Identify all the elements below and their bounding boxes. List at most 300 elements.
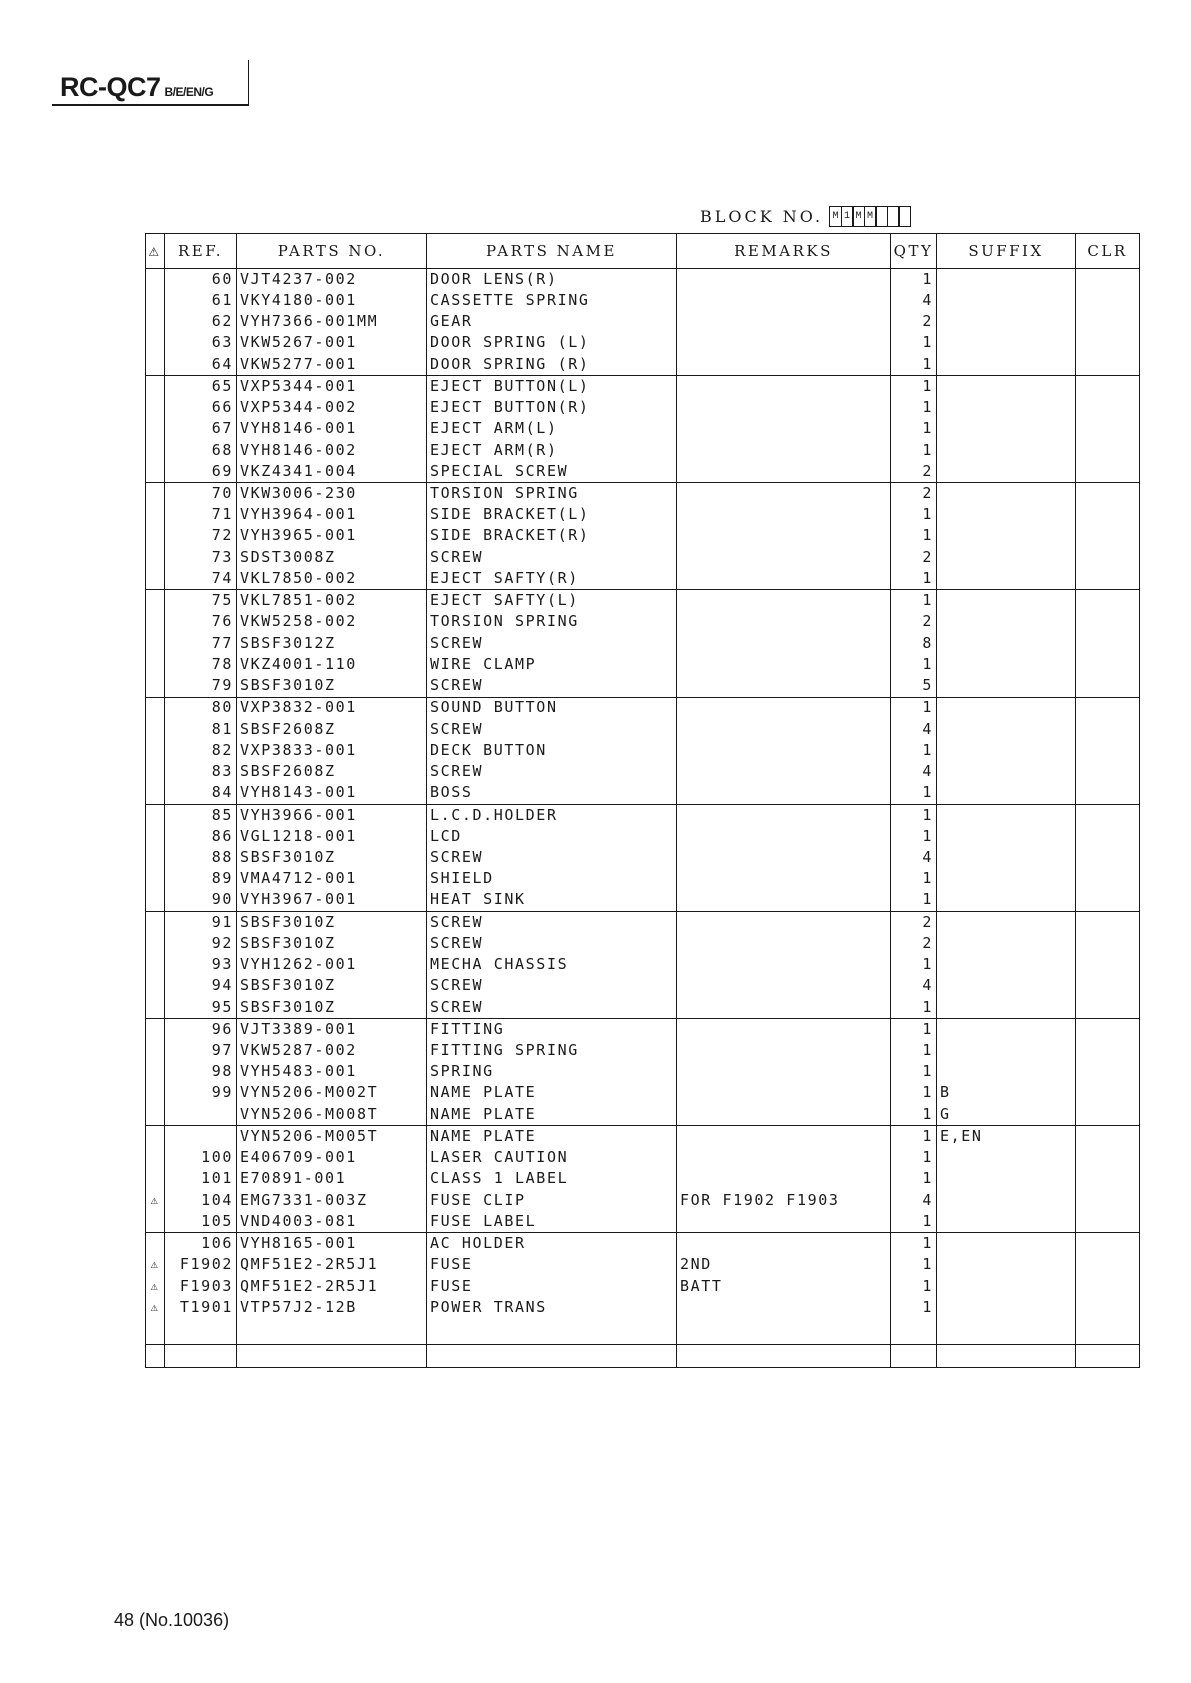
table-row [146,526,1140,547]
cell-qty: 1 [891,1104,937,1126]
cell-remarks [677,505,891,526]
cell-ref: 85 [165,804,237,826]
cell-clr [1076,654,1140,675]
cell-mark [146,1233,165,1255]
cell-remarks [677,354,891,376]
cell-part-name: DOOR SPRING (L) [427,333,677,354]
cell-ref: 100 [165,1148,237,1169]
cell-part-no: SBSF3010Z [237,976,427,997]
cell-part-no: VKW5258-002 [237,612,427,633]
cell-part-no: VKL7850-002 [237,568,427,590]
cell-ref: 70 [165,483,237,505]
cell-remarks [677,1040,891,1061]
cell-part-no: E406709-001 [237,1148,427,1169]
cell-mark [146,1083,165,1104]
cell-part-no: SBSF3010Z [237,847,427,868]
cell-part-name: WIRE CLAMP [427,654,677,675]
cell-part-no: VYH3966-001 [237,804,427,826]
empty-row [146,1318,1140,1344]
cell-mark [146,697,165,719]
cell-qty: 4 [891,847,937,868]
cell-ref: 74 [165,568,237,590]
cell-mark [146,333,165,354]
table-header [146,234,1140,269]
cell-qty: 2 [891,612,937,633]
cell-mark [146,376,165,398]
cell-ref: 75 [165,590,237,612]
cell-remarks [677,890,891,912]
cell-remarks [677,397,891,418]
cell-ref: 64 [165,354,237,376]
cell-clr [1076,1040,1140,1061]
cell-part-no: VYH1262-001 [237,954,427,975]
table-row [146,1062,1140,1083]
empty-cell [677,1318,891,1344]
cell-qty: 1 [891,1297,937,1318]
cell-mark [146,654,165,675]
warning-icon: ⚠ [148,245,162,259]
cell-remarks: 2ND [677,1255,891,1276]
cell-part-no: SDST3008Z [237,547,427,568]
cell-mark: ⚠ [146,1297,165,1318]
cell-part-name: SIDE BRACKET(R) [427,526,677,547]
cell-clr [1076,1169,1140,1190]
cell-qty: 1 [891,505,937,526]
cell-qty: 1 [891,354,937,376]
cell-remarks [677,933,891,954]
block-number [700,206,910,227]
table-row [146,1126,1140,1148]
cell-part-name: EJECT SAFTY(R) [427,568,677,590]
table-row [146,1297,1140,1318]
cell-remarks [677,1019,891,1041]
cell-qty: 1 [891,804,937,826]
cell-mark [146,1148,165,1169]
cell-suffix [937,590,1076,612]
cell-suffix [937,397,1076,418]
cell-clr [1076,761,1140,782]
cell-qty: 1 [891,654,937,675]
cell-remarks [677,783,891,805]
block-box: M [852,206,865,227]
cell-part-no: SBSF2608Z [237,719,427,740]
cell-mark [146,933,165,954]
table-row [146,911,1140,933]
cell-mark [146,311,165,332]
cell-qty: 1 [891,740,937,761]
cell-mark [146,719,165,740]
cell-part-no: QMF51E2-2R5J1 [237,1276,427,1297]
cell-clr [1076,675,1140,697]
cell-ref: 63 [165,333,237,354]
cell-mark [146,505,165,526]
cell-clr [1076,633,1140,654]
table-row [146,954,1140,975]
table-row [146,1040,1140,1061]
table-row [146,1083,1140,1104]
cell-mark [146,997,165,1019]
cell-suffix [937,376,1076,398]
cell-part-name: CASSETTE SPRING [427,290,677,311]
cell-clr [1076,1104,1140,1126]
model-name: RC-QC7 [60,72,161,102]
cell-qty: 1 [891,826,937,847]
table-row [146,654,1140,675]
cell-part-name: SIDE BRACKET(L) [427,505,677,526]
cell-suffix [937,761,1076,782]
cell-part-name: GEAR [427,311,677,332]
parts-body [146,269,1140,1368]
cell-suffix [937,976,1076,997]
cell-part-no: VKY4180-001 [237,290,427,311]
cell-ref: 92 [165,933,237,954]
cell-mark [146,633,165,654]
cell-part-name: SHIELD [427,868,677,889]
cell-mark [146,354,165,376]
title-divider [248,60,249,106]
cell-suffix [937,461,1076,483]
parts-list-table [145,233,1140,1368]
cell-remarks: FOR F1902 F1903 [677,1190,891,1211]
cell-remarks [677,612,891,633]
cell-part-no: SBSF3012Z [237,633,427,654]
cell-ref: 99 [165,1083,237,1104]
cell-part-name: NAME PLATE [427,1104,677,1126]
cell-qty: 1 [891,1126,937,1148]
cell-ref: 96 [165,1019,237,1041]
cell-part-name: DOOR SPRING (R) [427,354,677,376]
empty-cell [427,1318,677,1344]
table-row [146,461,1140,483]
cell-remarks [677,376,891,398]
table-row [146,354,1140,376]
cell-suffix [937,311,1076,332]
cell-clr [1076,290,1140,311]
cell-part-name: FITTING [427,1019,677,1041]
cell-mark [146,1104,165,1126]
cell-part-name: SCREW [427,675,677,697]
cell-remarks [677,1169,891,1190]
table-row [146,419,1140,440]
cell-ref: T1901 [165,1297,237,1318]
col-mark-header [146,234,165,269]
cell-suffix [937,1190,1076,1211]
cell-remarks [677,483,891,505]
cell-qty: 2 [891,547,937,568]
cell-remarks: BATT [677,1276,891,1297]
cell-qty: 2 [891,461,937,483]
col-clr-header: CLR [1076,234,1140,269]
col-suffix-header: SUFFIX [937,234,1076,269]
cell-suffix [937,419,1076,440]
cell-part-name: EJECT SAFTY(L) [427,590,677,612]
cell-ref: 95 [165,997,237,1019]
cell-remarks [677,997,891,1019]
cell-ref: 66 [165,397,237,418]
cell-remarks [677,976,891,997]
cell-remarks [677,868,891,889]
cell-suffix [937,1233,1076,1255]
cell-clr [1076,269,1140,291]
cell-part-no: VKW5287-002 [237,1040,427,1061]
cell-part-no: VYH8165-001 [237,1233,427,1255]
cell-part-no: VKZ4001-110 [237,654,427,675]
table-row [146,397,1140,418]
cell-qty: 1 [891,868,937,889]
cell-part-no: VKW5277-001 [237,354,427,376]
cell-remarks [677,761,891,782]
cell-part-name: BOSS [427,783,677,805]
cell-part-no: SBSF2608Z [237,761,427,782]
cell-qty: 4 [891,1190,937,1211]
cell-part-no: SBSF3010Z [237,933,427,954]
cell-part-no: VYH8143-001 [237,783,427,805]
cell-ref: 60 [165,269,237,291]
cell-suffix [937,675,1076,697]
cell-clr [1076,612,1140,633]
table-row [146,311,1140,332]
cell-ref: F1903 [165,1276,237,1297]
cell-qty: 4 [891,719,937,740]
cell-clr [1076,1297,1140,1318]
cell-suffix [937,354,1076,376]
cell-mark [146,1211,165,1233]
cell-clr [1076,333,1140,354]
empty-cell [937,1345,1076,1368]
table-row [146,633,1140,654]
cell-mark [146,419,165,440]
cell-clr [1076,1211,1140,1233]
cell-qty: 1 [891,1255,937,1276]
cell-part-name: FUSE [427,1255,677,1276]
block-box [898,206,911,227]
cell-part-name: FUSE [427,1276,677,1297]
empty-cell [1076,1318,1140,1344]
cell-part-no: VYN5206-M002T [237,1083,427,1104]
table-row [146,1276,1140,1297]
cell-suffix [937,868,1076,889]
cell-suffix [937,1297,1076,1318]
cell-part-no: VKL7851-002 [237,590,427,612]
table-row [146,1104,1140,1126]
cell-part-name: EJECT BUTTON(R) [427,397,677,418]
cell-suffix [937,1062,1076,1083]
col-qty-header: QTY [891,234,937,269]
cell-qty: 1 [891,1148,937,1169]
cell-qty: 1 [891,1083,937,1104]
cell-part-no: VXP3832-001 [237,697,427,719]
cell-part-name: EJECT ARM(L) [427,419,677,440]
cell-mark [146,740,165,761]
cell-part-no: QMF51E2-2R5J1 [237,1255,427,1276]
cell-clr [1076,526,1140,547]
cell-mark [146,612,165,633]
cell-suffix [937,1255,1076,1276]
table-row [146,590,1140,612]
cell-mark: ⚠ [146,1276,165,1297]
cell-part-name: CLASS 1 LABEL [427,1169,677,1190]
table-row [146,290,1140,311]
cell-part-no: VYH8146-001 [237,419,427,440]
cell-suffix [937,804,1076,826]
cell-suffix [937,440,1076,461]
cell-qty: 1 [891,1169,937,1190]
cell-suffix: E,EN [937,1126,1076,1148]
cell-clr [1076,740,1140,761]
cell-ref: 61 [165,290,237,311]
cell-remarks [677,547,891,568]
cell-qty: 1 [891,1211,937,1233]
cell-part-no: VKZ4341-004 [237,461,427,483]
col-remarks-header: REMARKS [677,234,891,269]
cell-qty: 1 [891,890,937,912]
cell-remarks [677,675,891,697]
cell-clr [1076,1083,1140,1104]
cell-ref: 98 [165,1062,237,1083]
cell-mark: ⚠ [146,1190,165,1211]
cell-clr [1076,719,1140,740]
cell-part-name: EJECT BUTTON(L) [427,376,677,398]
empty-cell [165,1345,237,1368]
cell-remarks [677,1297,891,1318]
col-part-no-header: PARTS NO. [237,234,427,269]
cell-suffix [937,783,1076,805]
cell-suffix [937,633,1076,654]
cell-ref: 90 [165,890,237,912]
cell-part-name: LCD [427,826,677,847]
cell-mark [146,868,165,889]
cell-part-name: SCREW [427,976,677,997]
table-row [146,847,1140,868]
cell-ref: 84 [165,783,237,805]
block-box: M [864,206,877,227]
cell-remarks [677,1148,891,1169]
cell-remarks [677,333,891,354]
cell-mark [146,826,165,847]
cell-suffix [937,1040,1076,1061]
cell-clr [1076,1276,1140,1297]
cell-qty: 2 [891,483,937,505]
cell-mark [146,1062,165,1083]
cell-ref: 97 [165,1040,237,1061]
cell-mark [146,954,165,975]
cell-part-name: TORSION SPRING [427,612,677,633]
cell-ref: 78 [165,654,237,675]
cell-ref: 105 [165,1211,237,1233]
cell-ref: 79 [165,675,237,697]
table-row [146,505,1140,526]
cell-mark [146,1126,165,1148]
cell-remarks [677,290,891,311]
empty-cell [237,1345,427,1368]
cell-suffix [937,1211,1076,1233]
cell-clr [1076,1126,1140,1148]
cell-part-no: VKW5267-001 [237,333,427,354]
cell-mark [146,568,165,590]
col-part-name-header: PARTS NAME [427,234,677,269]
cell-part-name: SPRING [427,1062,677,1083]
cell-part-no: VYN5206-M008T [237,1104,427,1126]
cell-clr [1076,1019,1140,1041]
cell-ref: 106 [165,1233,237,1255]
table-row [146,1255,1140,1276]
cell-ref: 68 [165,440,237,461]
cell-suffix [937,1019,1076,1041]
cell-ref: F1902 [165,1255,237,1276]
empty-cell [891,1318,937,1344]
cell-part-no: VYN5206-M005T [237,1126,427,1148]
cell-ref: 72 [165,526,237,547]
cell-part-no: VYH3964-001 [237,505,427,526]
table-row [146,740,1140,761]
cell-remarks [677,1233,891,1255]
cell-suffix [937,1148,1076,1169]
cell-clr [1076,354,1140,376]
cell-qty: 1 [891,1040,937,1061]
cell-part-name: SOUND BUTTON [427,697,677,719]
cell-part-no: VYH3967-001 [237,890,427,912]
cell-clr [1076,804,1140,826]
cell-ref: 77 [165,633,237,654]
table-row [146,612,1140,633]
cell-clr [1076,976,1140,997]
cell-mark [146,1040,165,1061]
cell-remarks [677,740,891,761]
cell-mark [146,397,165,418]
table-row [146,1233,1140,1255]
cell-part-no: VJT4237-002 [237,269,427,291]
cell-ref: 81 [165,719,237,740]
empty-cell [427,1345,677,1368]
cell-suffix [937,719,1076,740]
cell-part-name: FUSE LABEL [427,1211,677,1233]
cell-remarks [677,568,891,590]
col-ref-header: REF. [165,234,237,269]
cell-part-name: LASER CAUTION [427,1148,677,1169]
cell-clr [1076,440,1140,461]
cell-ref: 101 [165,1169,237,1190]
cell-mark [146,1019,165,1041]
cell-clr [1076,1233,1140,1255]
cell-part-name: TORSION SPRING [427,483,677,505]
cell-qty: 1 [891,526,937,547]
table-row [146,933,1140,954]
empty-row [146,1345,1140,1368]
empty-cell [677,1345,891,1368]
cell-suffix [937,1169,1076,1190]
cell-qty: 4 [891,761,937,782]
cell-clr [1076,419,1140,440]
cell-qty: 2 [891,311,937,332]
cell-part-name: SCREW [427,933,677,954]
cell-part-no: VXP5344-001 [237,376,427,398]
cell-clr [1076,311,1140,332]
title-underline [52,104,249,106]
cell-suffix [937,269,1076,291]
cell-ref: 80 [165,697,237,719]
cell-remarks [677,311,891,332]
cell-part-name: FITTING SPRING [427,1040,677,1061]
cell-part-name: SCREW [427,997,677,1019]
cell-mark [146,1169,165,1190]
cell-remarks [677,526,891,547]
table-row [146,868,1140,889]
cell-part-no: VGL1218-001 [237,826,427,847]
cell-ref: 89 [165,868,237,889]
cell-ref: 62 [165,311,237,332]
cell-clr [1076,826,1140,847]
empty-cell [937,1318,1076,1344]
